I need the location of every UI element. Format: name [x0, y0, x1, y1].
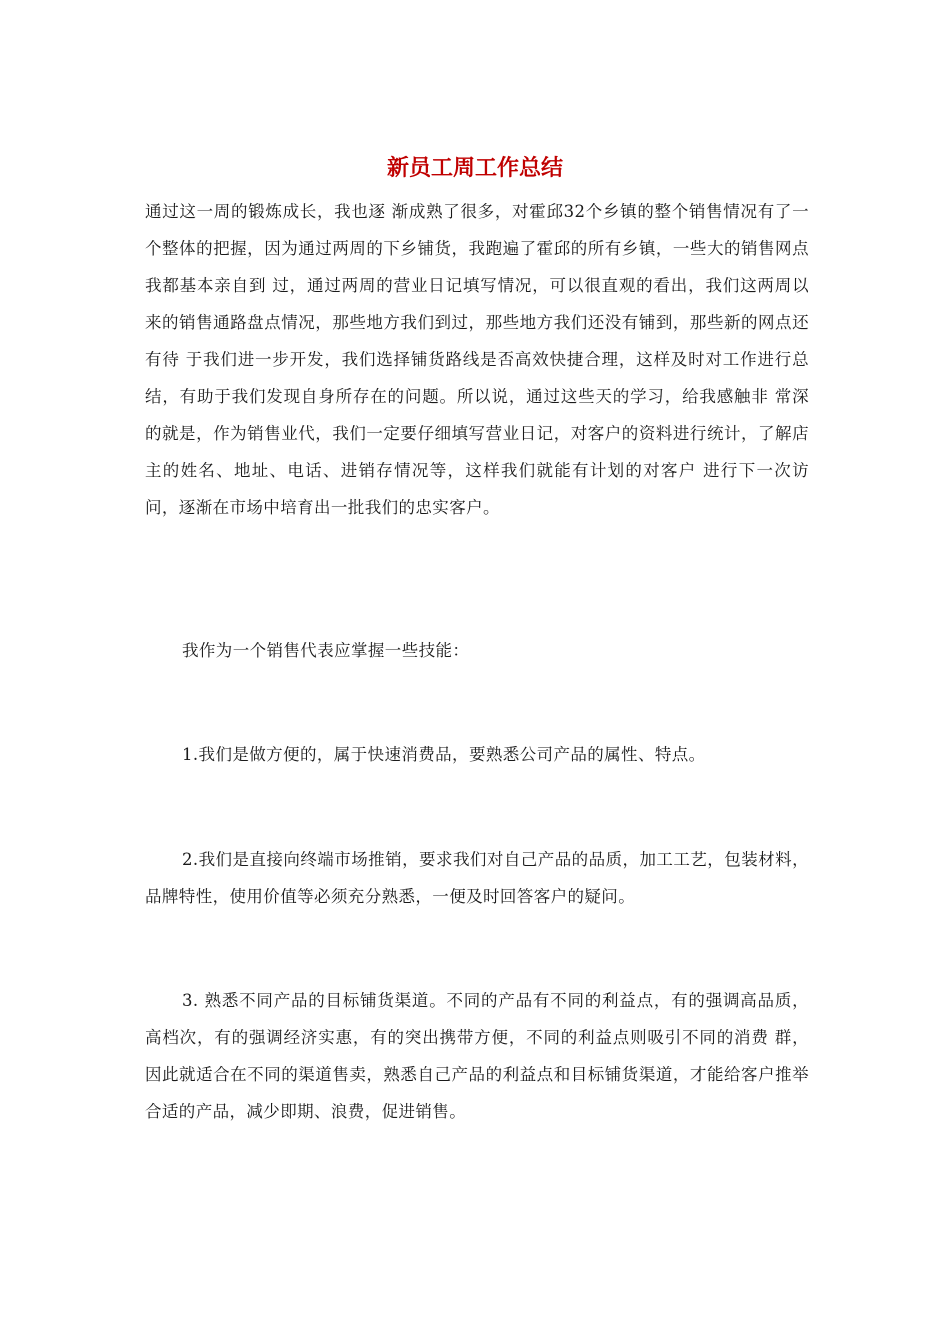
document-title: 新员工周工作总结: [386, 155, 563, 181]
intro-paragraph: 通过这一周的锻炼成长，我也逐 渐成熟了很多，对霍邱32个乡镇的整个销售情况有了一个整体的把握，因为通过两周的下乡铺货，我跑遍了霍邱的所有乡镇，一些大的销售网点我都基本亲自到 过，通过两周的营业日记填写情况，可以很直观的看出，我们这两周以来的销售通路盘点情况，那些地方我们到过，那些地方我们还没有铺到，那些新的网点还有待 于我们进一步开发，我们选择铺货路线是否高效快捷合理，这样及时对工作进行总结，有助于我们发现自身所存在的问题。所以说，通过这些天的学习，给我感触非 常深的就是，作为销售业代，我们一定要仔细填写营业日记，对客户的资料进行统计，了解店主的姓名、地址、电话、进销存情况等，这样我们就能有计划的对客户 进行下一次访问，逐渐在市场中培育出一批我们的忠实客户。: [145, 202, 809, 517]
skills-heading-paragraph: 我作为一个销售代表应掌握一些技能：: [182, 641, 470, 660]
skill-item-1: 1.我们是做方便的，属于快速消费品，要熟悉公司产品的属性、特点。: [182, 745, 706, 764]
skill-item-2: 2.我们是直接向终端市场推销，要求我们对自己产品的品质，加工工艺，包装材料，品牌特性，使用价值等必须充分熟悉，一便及时回答客户的疑问。: [145, 850, 809, 906]
skill-item-3: 3. 熟悉不同产品的目标铺货渠道。不同的产品有不同的利益点，有的强调高品质，高档次，有的强调经济实惠，有的突出携带方便，不同的利益点则吸引不同的消费 群，因此就适合在不同的渠道售卖，熟悉自己产品的利益点和目标铺货渠道，才能给客户推举合适的产品，减少即期、浪费，促进销售。: [145, 991, 809, 1121]
